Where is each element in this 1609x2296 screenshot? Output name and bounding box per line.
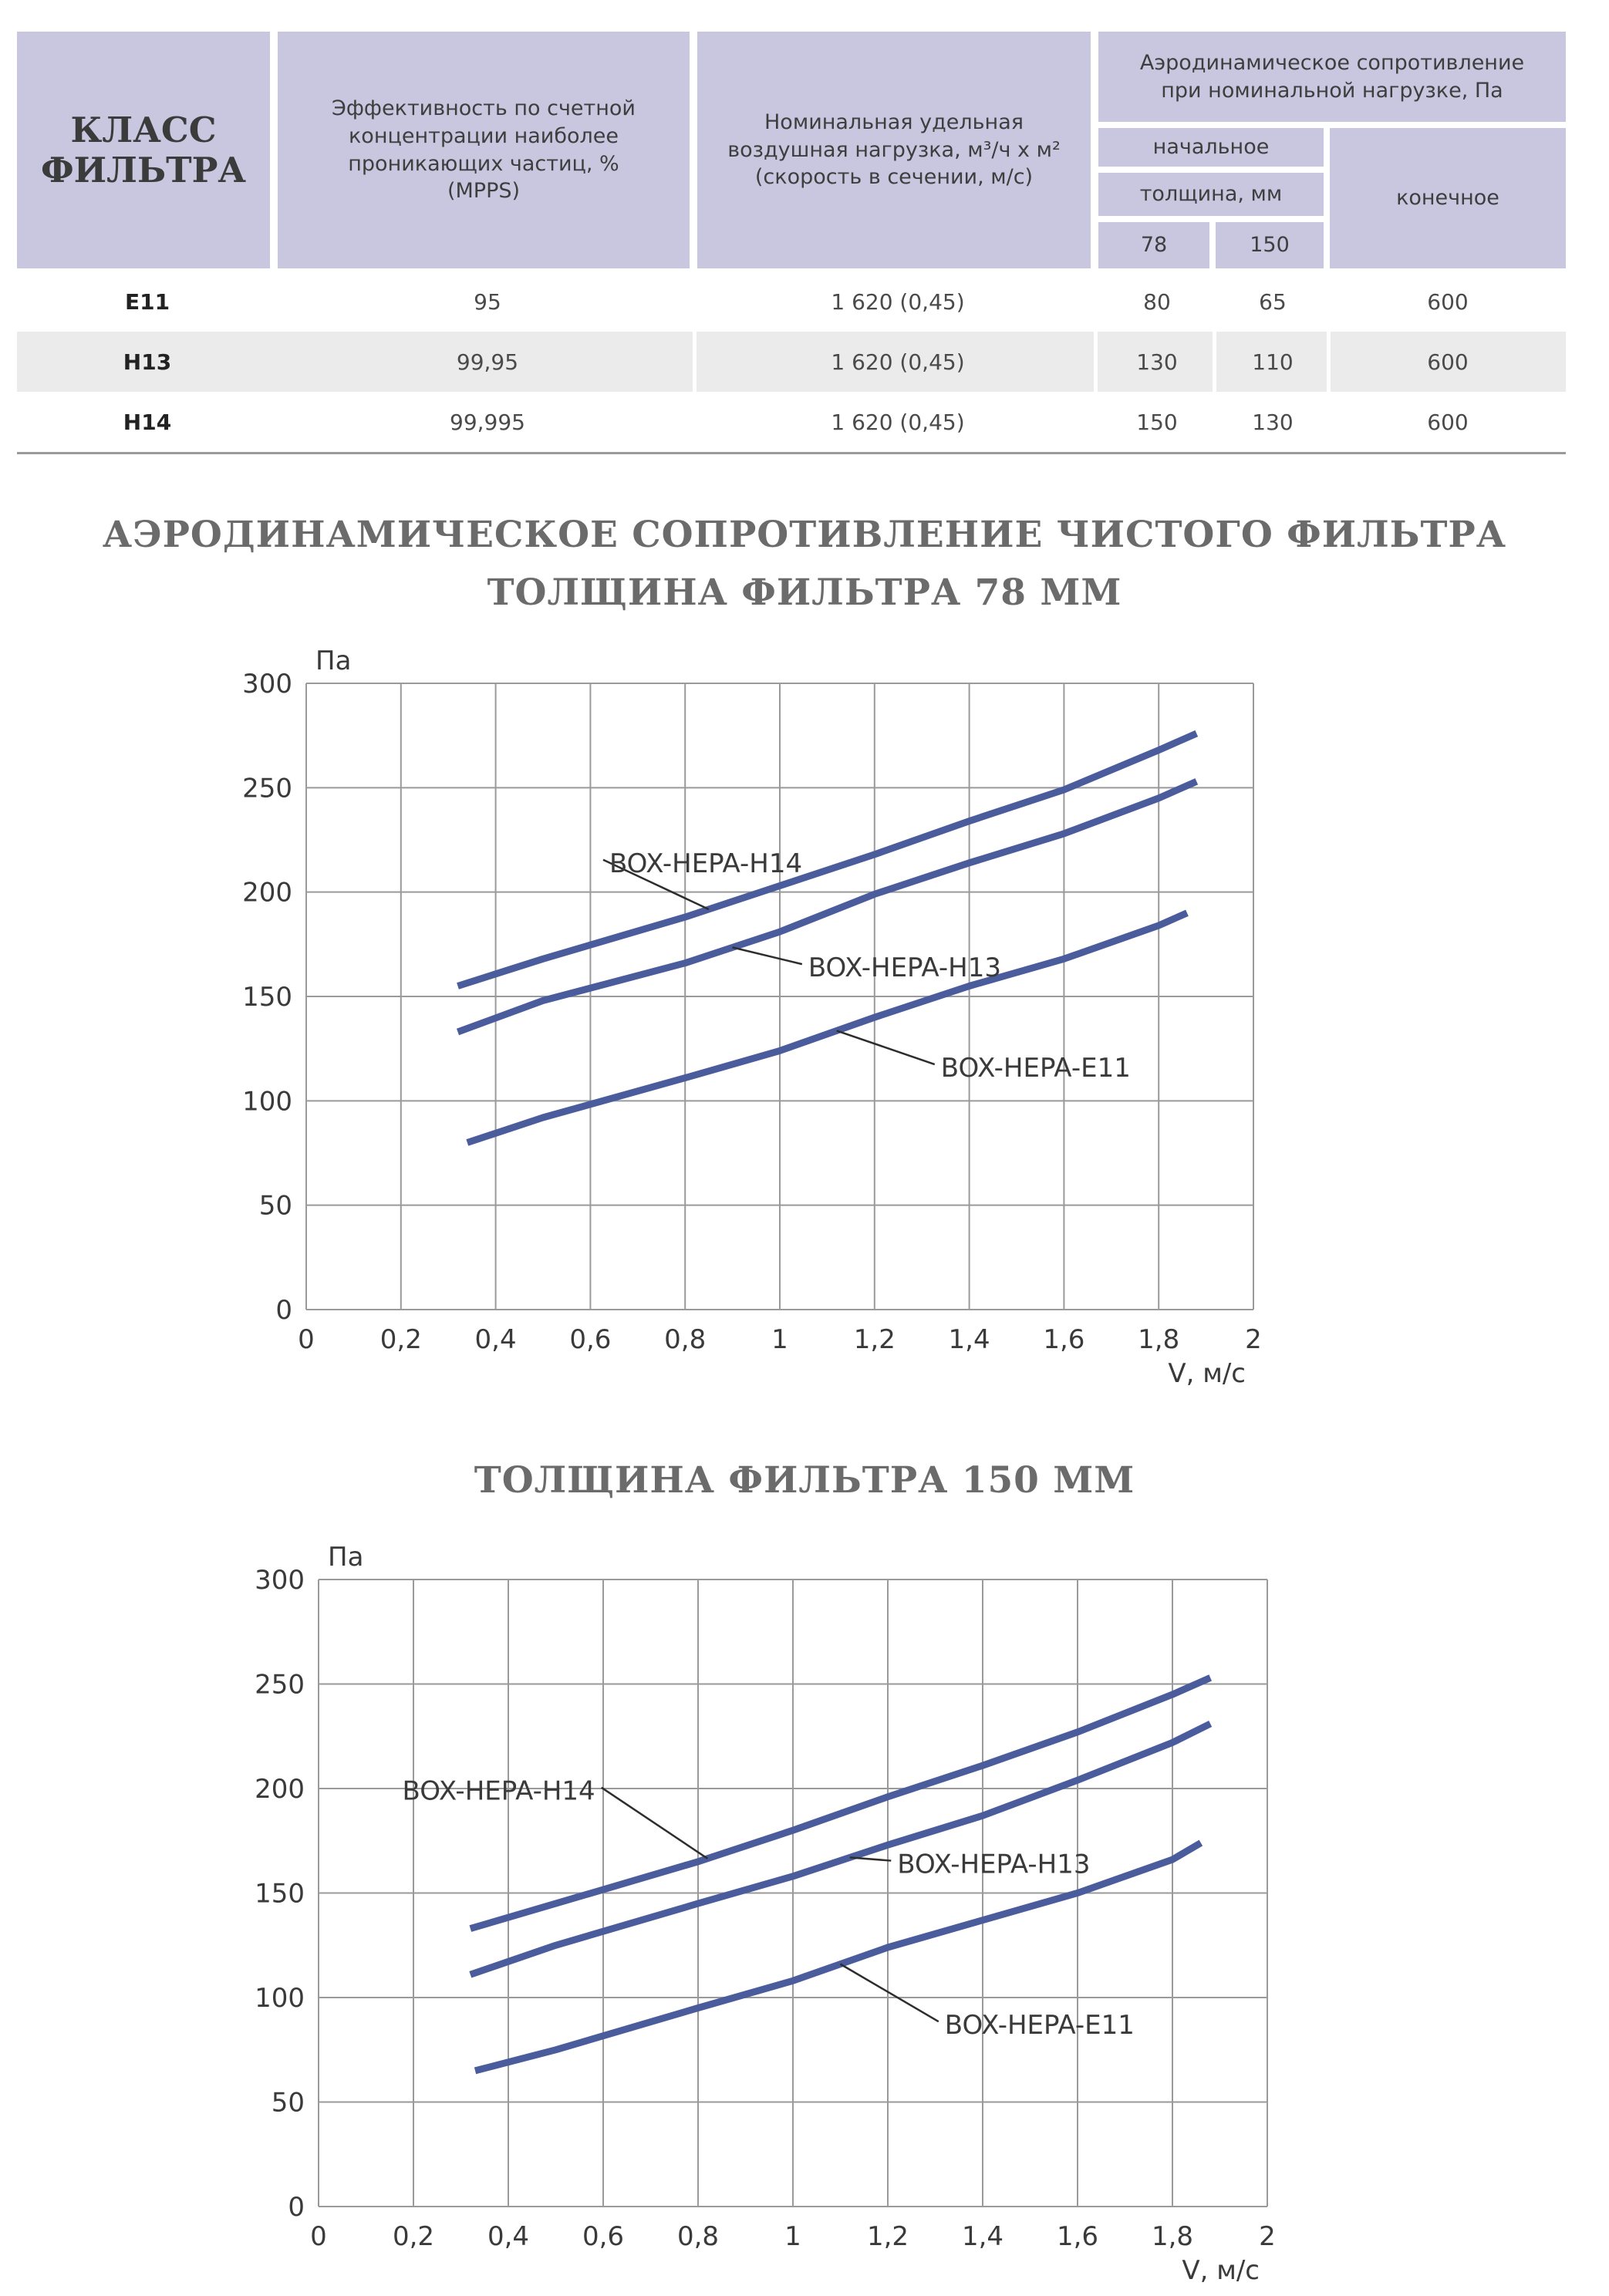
header-efficiency: Эффективность по счетной концентрации наиболее проникающих частиц, % (MPPS) bbox=[278, 32, 690, 268]
row-efficiency: 95 bbox=[474, 288, 501, 315]
callout-label: BOX-HEPA-H14 bbox=[609, 848, 803, 879]
series-line-box-hepa-h13 bbox=[458, 781, 1197, 1032]
x-tick-label: 1,8 bbox=[1138, 1324, 1180, 1355]
y-axis-label: Па bbox=[315, 646, 352, 676]
callout-leader-line bbox=[733, 947, 802, 964]
row-class: E11 bbox=[124, 288, 170, 315]
row-class: H14 bbox=[123, 409, 172, 435]
row-final: 600 bbox=[1427, 349, 1469, 375]
row-class: H13 bbox=[123, 349, 172, 375]
y-tick-label: 300 bbox=[255, 1565, 305, 1596]
x-tick-label: 0,8 bbox=[676, 2221, 720, 2252]
row-resistance-150: 65 bbox=[1259, 288, 1287, 315]
row-efficiency: 99,995 bbox=[450, 409, 525, 435]
x-tick-label: 0,6 bbox=[582, 2221, 625, 2252]
row-final: 600 bbox=[1427, 288, 1469, 315]
chart-main-title: АЭРОДИНАМИЧЕСКОЕ СОПРОТИВЛЕНИЕ ЧИСТОГО ФИЛЬТРА bbox=[102, 514, 1507, 556]
header-final: конечное bbox=[1330, 128, 1566, 268]
row-resistance-78: 150 bbox=[1136, 409, 1178, 435]
row-resistance-150: 130 bbox=[1252, 409, 1294, 435]
y-tick-label: 50 bbox=[271, 2087, 305, 2119]
chart-150-title: ТОЛЩИНА ФИЛЬТРА 150 ММ bbox=[474, 1459, 1135, 1502]
x-tick-label: 1 bbox=[784, 2221, 801, 2252]
y-tick-label: 250 bbox=[242, 773, 292, 804]
x-tick-label: 1,2 bbox=[866, 2221, 909, 2252]
row-load: 1 620 (0,45) bbox=[831, 409, 965, 435]
x-tick-label: 2 bbox=[1245, 1324, 1262, 1355]
x-axis-label: V, м/с bbox=[1168, 1358, 1246, 1389]
callout-label: BOX-HEPA-H13 bbox=[897, 1849, 1091, 1880]
row-load: 1 620 (0,45) bbox=[831, 349, 965, 375]
column-divider bbox=[1213, 332, 1216, 392]
x-tick-label: 0,6 bbox=[569, 1324, 612, 1355]
header-class: КЛАСС ФИЛЬТРА bbox=[17, 32, 270, 268]
callout-label: BOX-HEPA-E11 bbox=[944, 2010, 1135, 2041]
header-resistance: Аэродинамическое сопротивление при номинальной нагрузке, Па bbox=[1098, 32, 1566, 122]
x-axis-label: V, м/с bbox=[1182, 2255, 1260, 2286]
x-tick-label: 0,8 bbox=[664, 1324, 707, 1355]
y-tick-label: 150 bbox=[242, 982, 292, 1013]
x-tick-label: 1,4 bbox=[948, 1324, 990, 1355]
x-tick-label: 1,6 bbox=[1043, 1324, 1085, 1355]
callout-label: BOX-HEPA-H14 bbox=[402, 1775, 595, 1807]
chart-78-title: ТОЛЩИНА ФИЛЬТРА 78 ММ bbox=[487, 571, 1122, 614]
x-tick-label: 1,2 bbox=[853, 1324, 896, 1355]
x-tick-label: 0,4 bbox=[474, 1324, 517, 1355]
callout-leader-line bbox=[841, 1964, 939, 2022]
column-divider bbox=[693, 332, 697, 392]
y-tick-label: 0 bbox=[275, 1295, 292, 1326]
row-resistance-150: 110 bbox=[1252, 349, 1294, 375]
x-tick-label: 1,6 bbox=[1056, 2221, 1099, 2252]
y-tick-label: 150 bbox=[255, 1878, 305, 1910]
x-tick-label: 1 bbox=[771, 1324, 788, 1355]
y-tick-label: 100 bbox=[255, 1983, 305, 2014]
x-tick-label: 0 bbox=[310, 2221, 327, 2252]
row-resistance-78: 80 bbox=[1143, 288, 1171, 315]
header-load: Номинальная удельная воздушная нагрузка, м³/ч х м² (скорость в сечении, м/с) bbox=[697, 32, 1091, 268]
series-line-box-hepa-h13 bbox=[471, 1724, 1210, 1974]
y-tick-label: 50 bbox=[258, 1190, 292, 1222]
y-tick-label: 200 bbox=[242, 877, 292, 909]
x-tick-label: 0 bbox=[298, 1324, 315, 1355]
chart-150mm bbox=[0, 1535, 1609, 2296]
header-thickness-78: 78 bbox=[1098, 222, 1209, 268]
table-bottom-rule bbox=[17, 452, 1566, 454]
header-thickness: толщина, мм bbox=[1098, 173, 1324, 216]
y-axis-label: Па bbox=[328, 1542, 364, 1573]
column-divider bbox=[1094, 332, 1098, 392]
header-thickness-150: 150 bbox=[1216, 222, 1324, 268]
y-tick-label: 0 bbox=[288, 2192, 305, 2223]
callout-label: BOX-HEPA-H13 bbox=[808, 952, 1002, 984]
header-initial: начальное bbox=[1098, 128, 1324, 167]
row-efficiency: 99,95 bbox=[456, 349, 519, 375]
x-tick-label: 0,2 bbox=[392, 2221, 435, 2252]
chart-78mm bbox=[0, 640, 1609, 1396]
callout-label: BOX-HEPA-E11 bbox=[940, 1053, 1131, 1084]
x-tick-label: 0,4 bbox=[487, 2221, 530, 2252]
column-divider bbox=[1327, 332, 1331, 392]
callout-leader-line bbox=[602, 1788, 708, 1859]
x-tick-label: 2 bbox=[1259, 2221, 1276, 2252]
y-tick-label: 300 bbox=[242, 669, 292, 700]
y-tick-label: 200 bbox=[255, 1774, 305, 1805]
callout-leader-line bbox=[837, 1030, 935, 1064]
x-tick-label: 1,8 bbox=[1151, 2221, 1194, 2252]
y-tick-label: 250 bbox=[255, 1669, 305, 1701]
row-final: 600 bbox=[1427, 409, 1469, 435]
row-load: 1 620 (0,45) bbox=[831, 288, 965, 315]
x-tick-label: 0,2 bbox=[379, 1324, 422, 1355]
x-tick-label: 1,4 bbox=[961, 2221, 1004, 2252]
row-resistance-78: 130 bbox=[1136, 349, 1178, 375]
y-tick-label: 100 bbox=[242, 1086, 292, 1118]
